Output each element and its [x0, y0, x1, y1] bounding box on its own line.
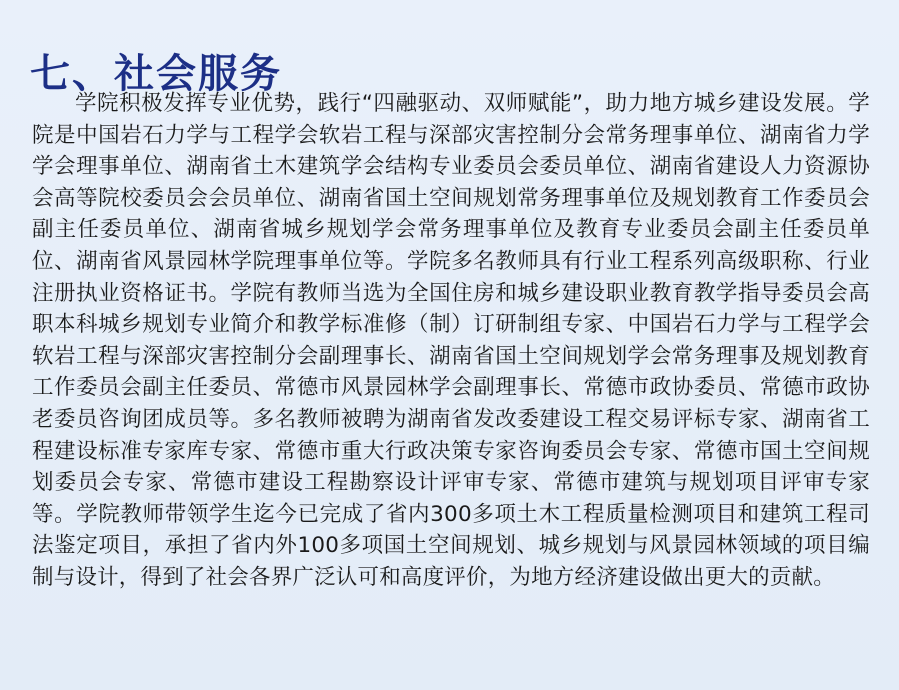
section-heading: 七、社会服务 — [30, 51, 282, 98]
section-paragraph: 学院积极发挥专业优势，践行“四融驱动、双师赋能”，助力地方城乡建设发展。学院是中国岩石力学与工程学会软岩工程与深部灾害控制分会常务理事单位、湖南省力学学会理事单位、湖南省土木建筑学会结构专业委员会委员单位、湖南省建设人力资源协会高等院校委员会会员单位、湖南省国土空间规划常务理事单位及规划教育工作委员会副主任委员单位、湖南省城乡规划学会常务理事单位及教育专业委员会副主任委员单位、湖南省风景园林学院理事单位等。学院多名教师具有行业工程系列高级职称、行业注册执业资格证书。学院有教师当选为全国住房和城乡建设职业教育教学指导委员会高职本科城乡规划专业简介和教学标准修（制）订研制组专家、中国岩石力学与工程学会软岩工程与深部灾害控制分会副理事长、湖南省国土空间规划学会常务理事及规划教育工作委员会副主任委员、常德市风景园林学会副理事长、常德市政协委员、常德市政协老委员咨询团成员等。多名教师被聘为湖南省发改委建设工程交易评标专家、湖南省工程建设标准专家库专家、常德市重大行政决策专家咨询委员会专家、常德市国土空间规划委员会专家、常德市建设工程勘察设计评审专家、常德市建筑与规划项目评审专家等。学院教师带领学生迄今已完成了省内300多项土木工程质量检测项目和建筑工程司法鉴定项目，承担了省内外100多项国土空间规划、城乡规划与风景园林领域的项目编制与设计，得到了社会各界广泛认可和高度评价，为地方经济建设做出更大的贡献。 — [32, 91, 870, 590]
